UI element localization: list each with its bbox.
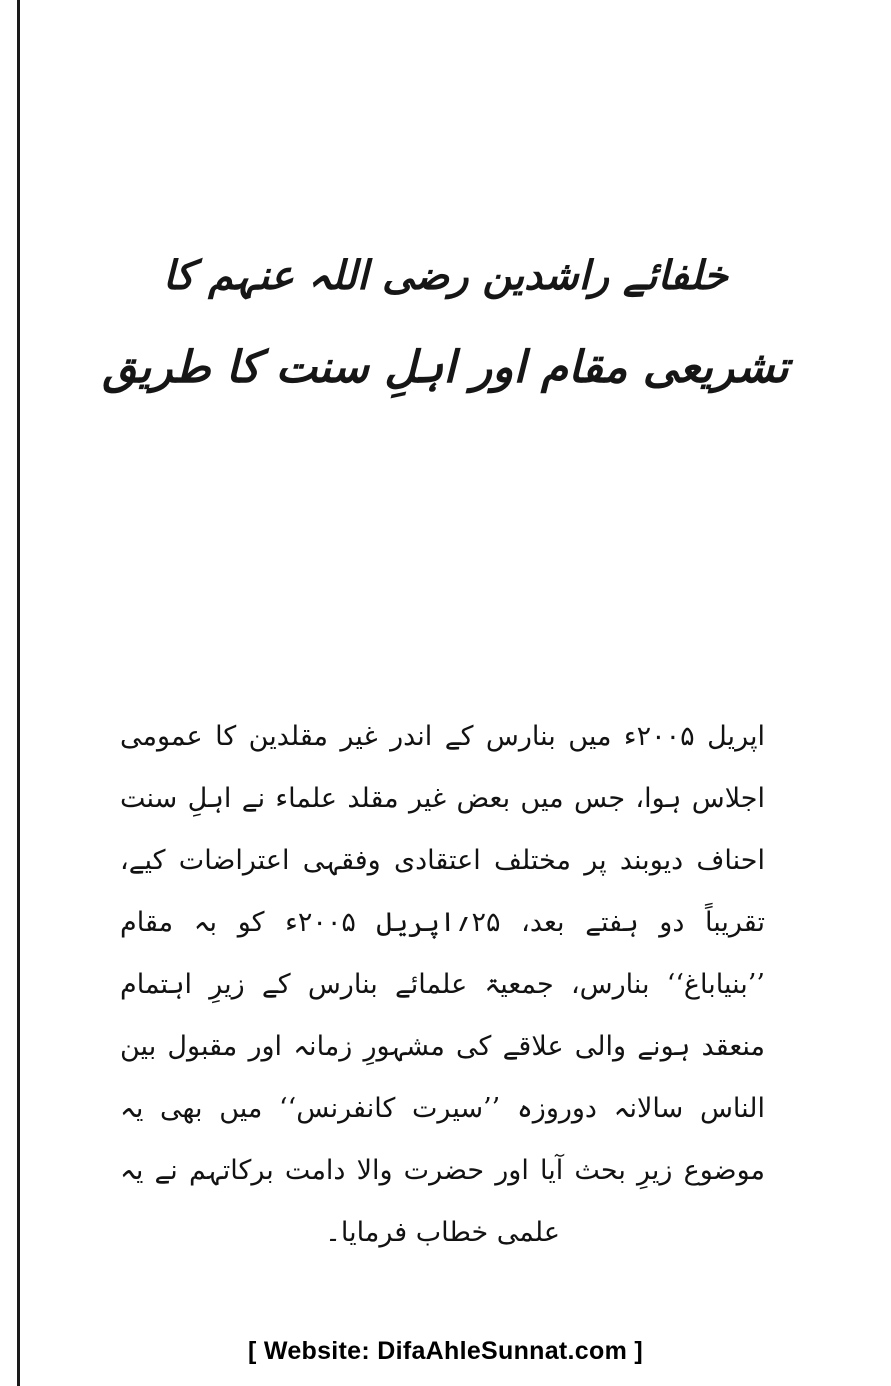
chapter-title	[60, 240, 831, 410]
chapter-title-line-2: تشریعی مقام اور اہلِ سنت کا طریق	[102, 342, 789, 393]
website-footer: [ Website: DifaAhleSunnat.com ]	[248, 1337, 643, 1365]
page-margin-rule	[17, 0, 20, 1386]
intro-paragraph: اپریل ۲۰۰۵ء میں بنارس کے اندر غیر مقلدین کا عمومی اجلاس ہوا، جس میں بعض غیر مقلد علماء نے اہلِ سنت احناف دیوبند پر مختلف اعتقادی وفقہی اعتراضات کیے، تقریباً دو ہفتے بعد، ۲۵؍اپریل ۲۰۰۵ء کو بہ مقام ’’بنیاباغ‘‘ بنارس، جمعیۃ علمائے بنارس کے زیرِ اہتمام منعقد ہونے والی علاقے کی مشہورِ زمانہ اور مقبول بین الناس سالانہ دوروزہ ’’سیرت کانفرنس‘‘ میں بھی یہ موضوع زیرِ بحث آیا اور حضرت والا دامت برکاتہم نے یہ علمی خطاب فرمایا۔	[120, 721, 765, 1248]
chapter-title-line-1: خلفائے راشدین رضی اللہ عنہم کا	[163, 252, 728, 299]
